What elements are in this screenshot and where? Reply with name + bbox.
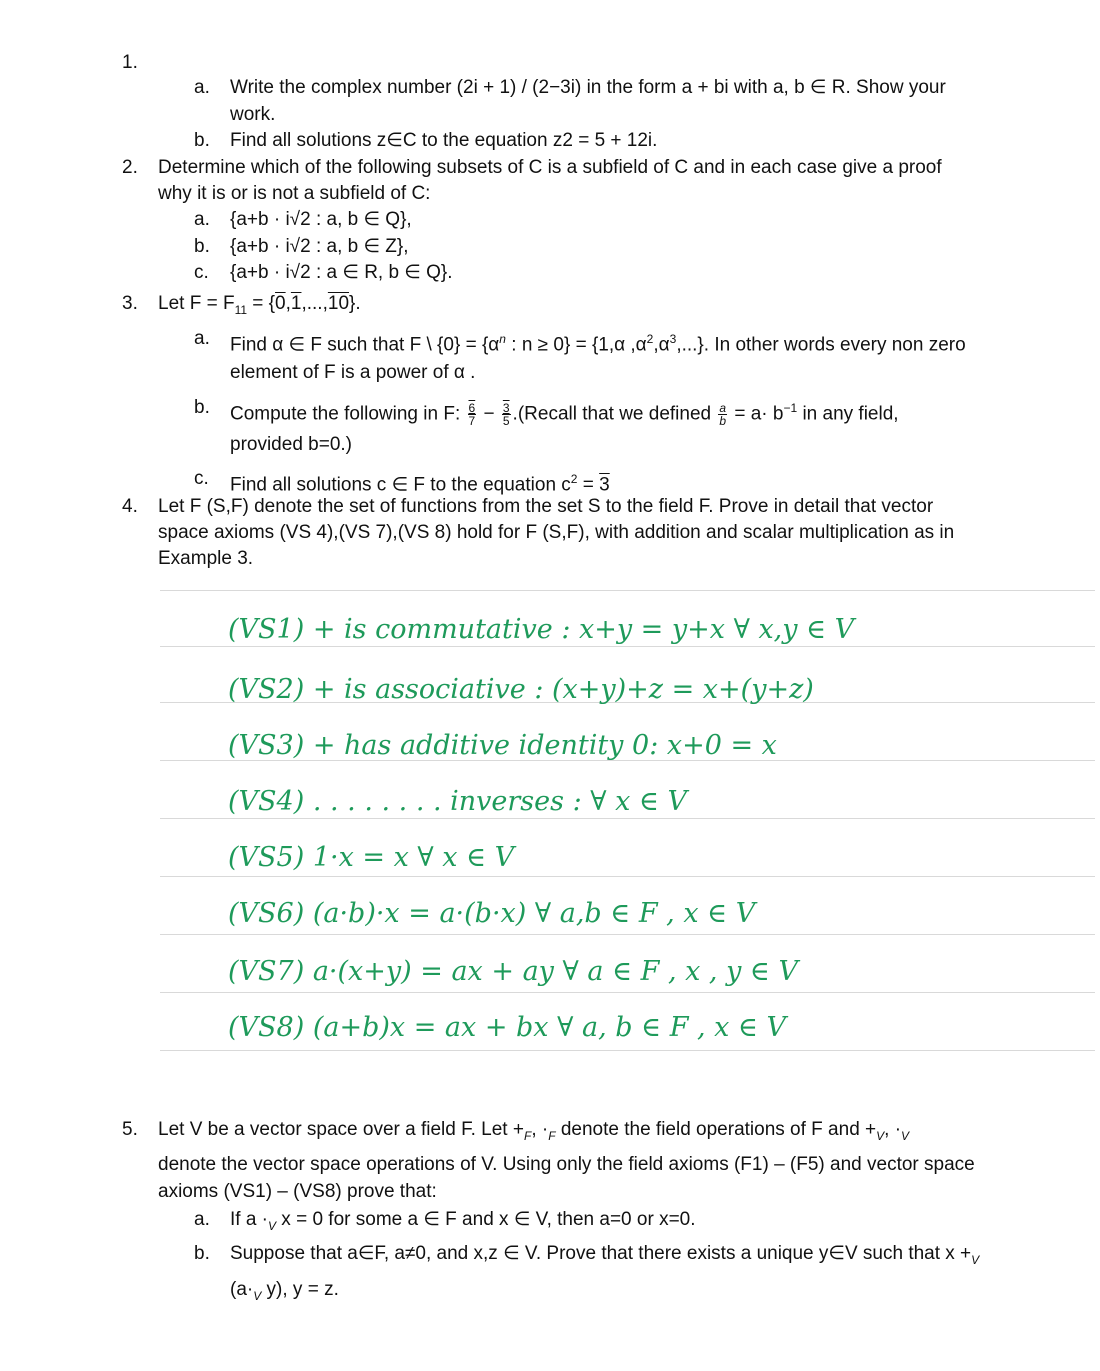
- q2-text: Determine which of the following subsets of C is a subfield of C and in each case give a proof: [158, 157, 942, 178]
- handwritten-notes: [0, 580, 1100, 1060]
- note-vs6: (VS6) (a·b)·x = a·(b·x) ∀ a,b ∈ F , x ∈ V: [228, 898, 756, 929]
- q2-text-cont: why it is or is not a subfield of C:: [158, 183, 431, 204]
- note-vs7: (VS7) a·(x+y) = ax + ay ∀ a ∈ F , x , y ∈ V: [228, 956, 798, 987]
- q3-number: 3.: [122, 293, 138, 314]
- ruled-line: [160, 934, 1095, 935]
- q5-text: Let V be a vector space over a field F. Let $+_F$, $\cdot_F$ denote the field operations of F and $+_V$, $\cdot_V$: [158, 1119, 910, 1143]
- q2b-text: {a+b · i√2 : a, b ∈ Z},: [230, 236, 409, 257]
- q5b-text: Suppose that a∈F, a≠0, and x,z ∈ V. Prove that there exists a unique y∈V such that $x +_V$: [230, 1243, 980, 1267]
- ruled-line: [160, 646, 1095, 647]
- q4-text-line2: space axioms (VS 4),(VS 7),(VS 8) hold for F (S,F), with addition and scalar multiplication as in: [158, 522, 955, 543]
- ruled-line: [160, 590, 1095, 591]
- q3-intro: Let $F = F_{11} = \{0,1,...,10\}$.: [158, 293, 361, 317]
- q1-number: 1.: [122, 52, 138, 73]
- q5b-letter: b.: [194, 1243, 210, 1264]
- fraction-3-5: $\frac{3}{5}$: [502, 400, 510, 428]
- q3a-text: Find α ∈ F such that F \ $\{0\} = \{\alpha^n$ : n ≥ 0} = {1,α $,\alpha^2,\alpha^3$,...}. In other words every non zero: [230, 332, 966, 356]
- q2a-letter: a.: [194, 209, 210, 230]
- q5-number: 5.: [122, 1119, 138, 1140]
- q4-text: Let F (S,F) denote the set of functions from the set S to the field F. Prove in detail that vector: [158, 496, 934, 517]
- q5-text-line3: axioms (VS1) – (VS8) prove that:: [158, 1181, 437, 1202]
- fraction-6-7: $\frac{6}{7}$: [468, 400, 476, 428]
- q3b-text: Compute the following in F: $\frac{6}{7}$ − $\frac{3}{5}$ .(Recall that we defined $\frac{a}{b}$ = $a\cdot b^{-1}$ in any field,: [230, 400, 899, 428]
- q4-number: 4.: [122, 496, 138, 517]
- ruled-line: [160, 992, 1095, 993]
- q1a-text: Write the complex number (2i + 1) / (2−3i) in the form a + bi with a, b ∈ R. Show your: [230, 77, 946, 98]
- note-vs4: (VS4) . . . . . . . . inverses : ∀ x ∈ V: [228, 786, 688, 817]
- q1b-text: Find all solutions z∈C to the equation z2 = 5 + 12i.: [230, 130, 658, 151]
- note-vs1: (VS1) + is commutative : x+y = y+x ∀ x,y ∈ V: [228, 614, 855, 645]
- q2c-letter: c.: [194, 262, 209, 283]
- q3b-letter: b.: [194, 397, 210, 418]
- q5a-letter: a.: [194, 1209, 210, 1230]
- q4-text-line3: Example 3.: [158, 548, 254, 569]
- q3a-letter: a.: [194, 328, 210, 349]
- ruled-line: [160, 1050, 1095, 1051]
- note-vs2: (VS2) + is associative : (x+y)+z = x+(y+z): [228, 674, 814, 705]
- q3c-text: Find all solutions c ∈ F to the equation $c^2 = 3$: [230, 472, 610, 496]
- q2a-text: {a+b · i√2 : a, b ∈ Q},: [230, 209, 412, 230]
- note-vs8: (VS8) (a+b)x = ax + bx ∀ a, b ∈ F , x ∈ V: [228, 1012, 787, 1043]
- q1a-letter: a.: [194, 77, 210, 98]
- q2c-text: {a+b · i√2 : a ∈ R, b ∈ Q}.: [230, 262, 453, 283]
- q3b-text-cont: provided b=0.): [230, 434, 352, 455]
- q5a-text: If $a \cdot_V$ x = 0 for some a ∈ F and x ∈ V, then a=0 or x=0.: [230, 1209, 696, 1233]
- note-vs5: (VS5) 1·x = x ∀ x ∈ V: [228, 842, 515, 873]
- q5b-text-cont: ($a\cdot_V$ y), y = z.: [230, 1279, 339, 1303]
- ruled-line: [160, 818, 1095, 819]
- q2-number: 2.: [122, 157, 138, 178]
- q2b-letter: b.: [194, 236, 210, 257]
- q5-text-line2: denote the vector space operations of V. Using only the field axioms (F1) – (F5) and vector space: [158, 1154, 975, 1175]
- ruled-line: [160, 876, 1095, 877]
- fraction-a-b: $\frac{a}{b}$: [719, 400, 727, 428]
- q1a-text-cont: work.: [230, 104, 276, 125]
- q3c-letter: c.: [194, 468, 209, 489]
- q3a-text-cont: element of F is a power of α .: [230, 362, 476, 383]
- note-vs3: (VS3) + has additive identity 0: x+0 = x: [228, 730, 777, 761]
- q1b-letter: b.: [194, 130, 210, 151]
